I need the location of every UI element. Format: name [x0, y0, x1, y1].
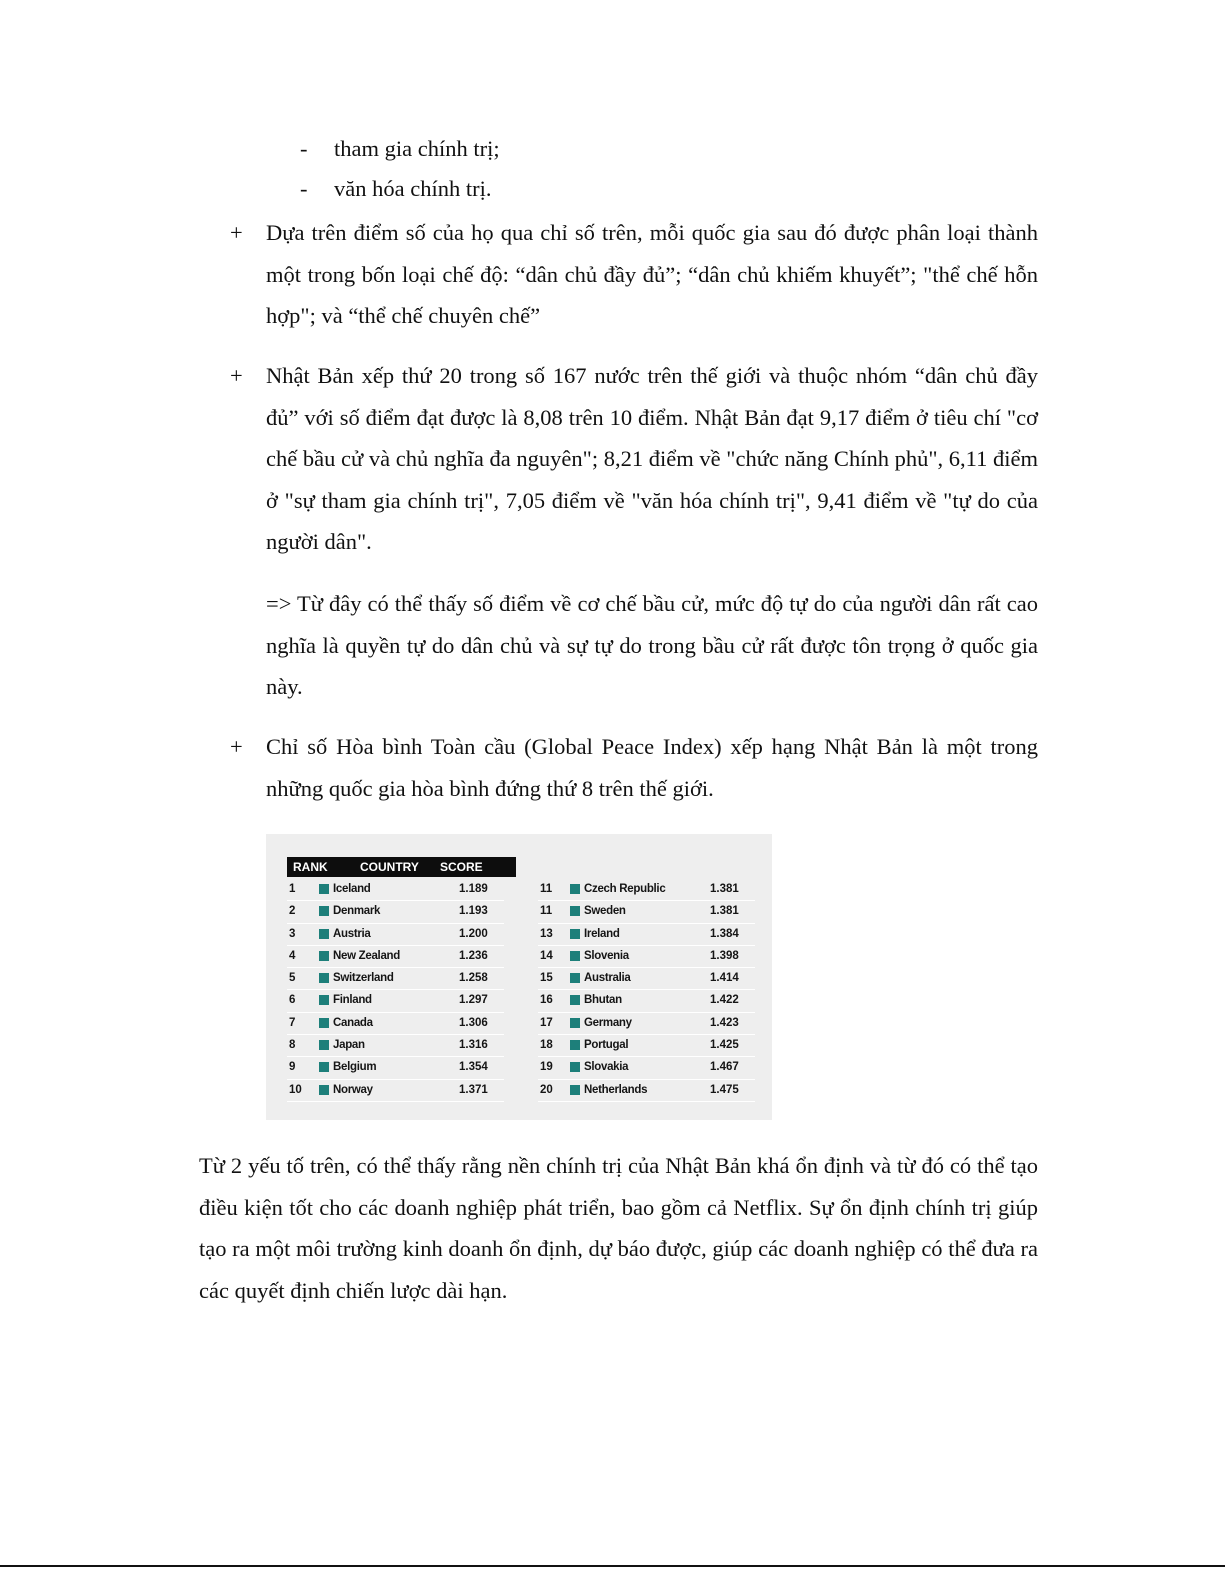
- country-square-icon: [319, 951, 329, 961]
- table-row: [287, 1057, 504, 1079]
- country-square-icon: [319, 1040, 329, 1050]
- country-cell: Switzerland: [333, 972, 394, 985]
- table-row: [538, 1080, 755, 1102]
- country-cell: Ireland: [584, 927, 620, 940]
- country-square-icon: [319, 884, 329, 894]
- rank-cell: 5: [289, 972, 296, 985]
- table-row: [538, 924, 755, 946]
- country-cell: Slovenia: [584, 949, 629, 962]
- table-row: [287, 879, 504, 901]
- table-row: [538, 990, 755, 1012]
- country-square-icon: [570, 995, 580, 1005]
- rank-cell: 7: [289, 1016, 296, 1029]
- page-bottom-rule: [0, 1565, 1225, 1567]
- rank-cell: 18: [540, 1039, 553, 1052]
- plus-marker: +: [230, 734, 243, 759]
- country-header: COUNTRY: [360, 860, 419, 874]
- country-square-icon: [319, 1018, 329, 1028]
- country-square-icon: [570, 1040, 580, 1050]
- score-cell: 1.381: [710, 883, 739, 895]
- score-cell: 1.381: [710, 905, 739, 918]
- bullet-text: Nhật Bản xếp thứ 20 trong số 167 nước trên thế giới và thuộc nhóm “dân chủ đầy đủ” với số điểm đạt được là 8,08 trên 10 điểm. Nhật Bản đạt 9,17 điểm ở tiêu chí "cơ chế bầu cử và chủ nghĩa đa nguyên"; 8,21 điểm về "chức năng Chính phủ", 6,11 điểm ở "sự tham gia chính trị", 7,05 điểm về "văn hóa chính trị", 9,41 điểm về "tự do của người dân".: [266, 363, 1038, 554]
- table-row: [538, 901, 755, 923]
- country-square-icon: [570, 884, 580, 894]
- score-cell: 1.189: [459, 883, 488, 895]
- country-square-icon: [570, 1018, 580, 1028]
- rank-header: RANK: [293, 860, 328, 874]
- table-row: [538, 1013, 755, 1035]
- score-cell: 1.297: [459, 994, 488, 1007]
- country-square-icon: [570, 1085, 580, 1095]
- rank-cell: 13: [540, 927, 553, 940]
- country-square-icon: [570, 951, 580, 961]
- table-row: [287, 901, 504, 923]
- dash-marker: -: [300, 136, 308, 161]
- conclusion-paragraph: => Từ đây có thể thấy số điểm về cơ chế bầu cử, mức độ tự do của người dân rất cao nghĩa là quyền tự do dân chủ và sự tự do trong bầu cử rất được tôn trọng ở quốc gia này.: [266, 591, 1038, 699]
- country-square-icon: [570, 906, 580, 916]
- country-cell: Slovakia: [584, 1061, 629, 1074]
- country-cell: Bhutan: [584, 994, 622, 1007]
- dash-item-text: tham gia chính trị;: [334, 136, 500, 161]
- plus-marker: +: [230, 220, 243, 245]
- country-square-icon: [319, 973, 329, 983]
- table-column-right: [538, 879, 755, 1102]
- country-cell: Denmark: [333, 905, 381, 918]
- table-row: [287, 990, 504, 1012]
- table-row: [287, 946, 504, 968]
- country-cell: New Zealand: [333, 949, 400, 962]
- country-cell: Austria: [333, 927, 371, 940]
- country-square-icon: [570, 973, 580, 983]
- score-cell: 1.306: [459, 1016, 488, 1029]
- table-row: [287, 968, 504, 990]
- country-square-icon: [319, 906, 329, 916]
- country-square-icon: [319, 929, 329, 939]
- score-cell: 1.425: [710, 1039, 739, 1052]
- rank-cell: 16: [540, 994, 553, 1007]
- table-column-left: [287, 879, 504, 1102]
- bullet-text: Dựa trên điểm số của họ qua chỉ số trên, mỗi quốc gia sau đó được phân loại thành một trong bốn loại chế độ: “dân chủ đầy đủ”; “dân chủ khiếm khuyết”; "thể chế hỗn hợp"; và “thể chế chuyên chế”: [266, 220, 1038, 328]
- score-cell: 1.236: [459, 949, 488, 962]
- score-cell: 1.423: [710, 1016, 739, 1029]
- country-square-icon: [319, 995, 329, 1005]
- score-cell: 1.414: [710, 972, 739, 985]
- table-row: [287, 1080, 504, 1102]
- table-row: [538, 946, 755, 968]
- score-cell: 1.422: [710, 994, 739, 1007]
- plus-marker: +: [230, 363, 243, 388]
- rank-cell: 9: [289, 1061, 296, 1074]
- rank-cell: 3: [289, 927, 296, 940]
- country-square-icon: [570, 929, 580, 939]
- country-cell: Portugal: [584, 1039, 629, 1052]
- dash-marker: -: [300, 176, 308, 201]
- country-cell: Finland: [333, 994, 372, 1007]
- score-cell: 1.371: [459, 1083, 488, 1096]
- table-row: [287, 924, 504, 946]
- rank-cell: 1: [289, 883, 296, 895]
- score-cell: 1.475: [710, 1083, 739, 1096]
- bullet-item: [230, 355, 1038, 563]
- bullet-text: Chỉ số Hòa bình Toàn cầu (Global Peace Index) xếp hạng Nhật Bản là một trong những quốc gia hòa bình đứng thứ 8 trên thế giới.: [266, 734, 1038, 801]
- table-header: [287, 857, 516, 877]
- table-row: [538, 1057, 755, 1079]
- score-cell: 1.384: [710, 927, 739, 940]
- table-row: [538, 1035, 755, 1057]
- score-cell: 1.200: [459, 927, 488, 940]
- country-square-icon: [319, 1085, 329, 1095]
- rank-cell: 4: [289, 949, 296, 962]
- score-cell: 1.467: [710, 1061, 739, 1074]
- table-row: [538, 968, 755, 990]
- rank-cell: 6: [289, 994, 296, 1007]
- table-row: [538, 879, 755, 901]
- rank-cell: 15: [540, 972, 553, 985]
- country-square-icon: [319, 1062, 329, 1072]
- rank-cell: 11: [540, 883, 553, 895]
- country-cell: Australia: [584, 972, 631, 985]
- country-cell: Netherlands: [584, 1083, 648, 1096]
- global-peace-index-table: [266, 834, 772, 1120]
- country-square-icon: [570, 1062, 580, 1072]
- final-paragraph: Từ 2 yếu tố trên, có thể thấy rằng nền chính trị của Nhật Bản khá ổn định và từ đó có thể tạo điều kiện tốt cho các doanh nghiệp phát triển, bao gồm cả Netflix. Sự ổn định chính trị giúp tạo ra một môi trường kinh doanh ổn định, dự báo được, giúp các doanh nghiệp có thể đưa ra các quyết định chiến lược dài hạn.: [199, 1153, 1038, 1303]
- score-cell: 1.258: [459, 972, 488, 985]
- country-cell: Canada: [333, 1016, 373, 1029]
- score-cell: 1.354: [459, 1061, 488, 1074]
- score-header: SCORE: [440, 860, 483, 874]
- table-row: [287, 1035, 504, 1057]
- score-cell: 1.193: [459, 905, 488, 918]
- rank-cell: 8: [289, 1039, 296, 1052]
- rank-cell: 14: [540, 949, 553, 962]
- country-cell: Iceland: [333, 883, 371, 895]
- country-cell: Norway: [333, 1083, 373, 1096]
- table-row: [287, 1013, 504, 1035]
- score-cell: 1.398: [710, 949, 739, 962]
- rank-cell: 10: [289, 1083, 302, 1096]
- bullet-item: [230, 726, 1038, 809]
- country-cell: Sweden: [584, 905, 626, 918]
- country-cell: Czech Republic: [584, 883, 666, 895]
- rank-cell: 11: [540, 905, 553, 918]
- country-cell: Belgium: [333, 1061, 377, 1074]
- score-cell: 1.316: [459, 1039, 488, 1052]
- country-cell: Japan: [333, 1039, 365, 1052]
- rank-cell: 19: [540, 1061, 553, 1074]
- rank-cell: 17: [540, 1016, 553, 1029]
- country-cell: Germany: [584, 1016, 632, 1029]
- rank-cell: 2: [289, 905, 296, 918]
- rank-cell: 20: [540, 1083, 553, 1096]
- dash-item-text: văn hóa chính trị.: [334, 176, 492, 201]
- bullet-item: [230, 212, 1038, 337]
